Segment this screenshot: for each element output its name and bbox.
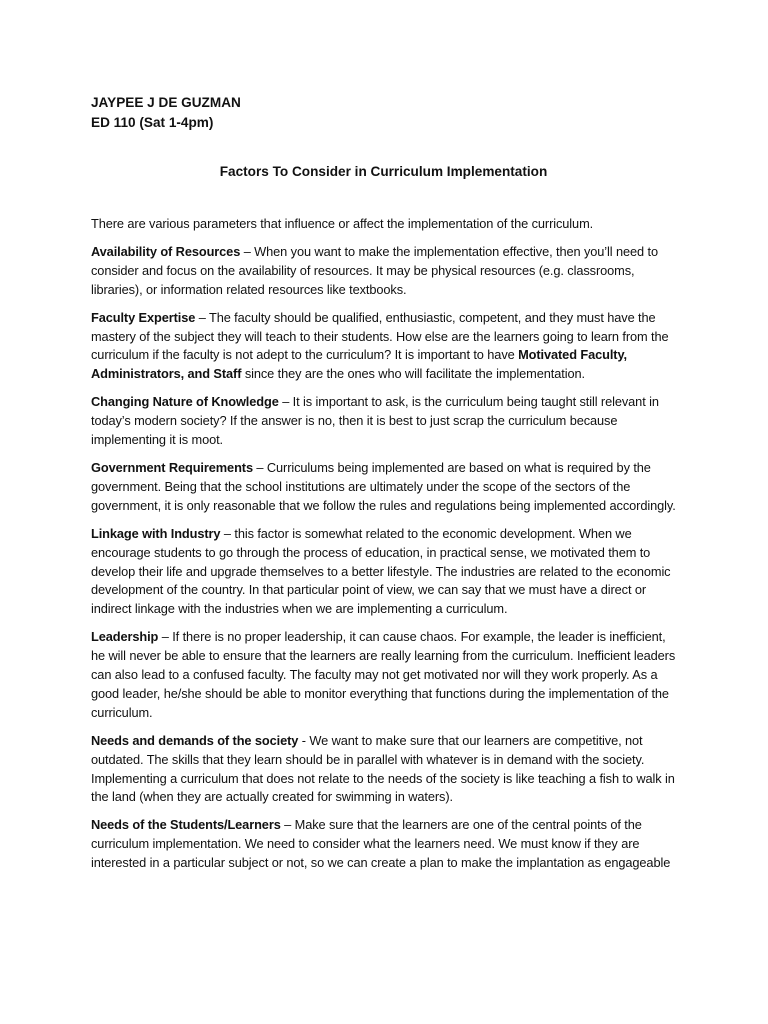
section-linkage-with-industry bbox=[91, 525, 676, 620]
section-changing-nature-of-knowledge bbox=[91, 393, 676, 450]
section-text: – Curriculums being implemented are based on what is required by the government. Being that the school institutions are ultimately under the scope of the sectors of the government, it is only reasonable that we follow the rules and regulations being implemented accordingly. bbox=[91, 459, 676, 513]
section-term: Changing Nature of Knowledge bbox=[91, 394, 279, 410]
section-term: Government Requirements bbox=[91, 459, 253, 475]
section-text: – When you want to make the implementation effective, then you’ll need to consider and focus on the availability of resources. It may be physical resources (e.g. classrooms, libraries), or information related resources like textbooks. bbox=[91, 243, 658, 297]
intro-paragraph: There are various parameters that influence or affect the implementation of the curriculum. bbox=[91, 216, 594, 231]
section-text-secondary: since they are the ones who will facilitate the implementation. bbox=[241, 366, 585, 382]
course-info: ED 110 (Sat 1-4pm) bbox=[91, 115, 214, 130]
section-term: Linkage with Industry bbox=[91, 525, 221, 541]
section-term: Faculty Expertise bbox=[91, 309, 196, 325]
author-block bbox=[91, 93, 676, 133]
document-title: Factors To Consider in Curriculum Implementation bbox=[219, 164, 548, 179]
section-faculty-expertise bbox=[91, 309, 676, 385]
author-name: JAYPEE J DE GUZMAN bbox=[91, 95, 241, 110]
section-text: – The faculty should be qualified, enthusiastic, competent, and they must have the mastery of the subject they will teach to their students. How else are the learners going to learn from the curriculum if the faculty is not adept to the curriculum? It is important to have bbox=[91, 309, 669, 363]
section-needs-of-students bbox=[91, 816, 676, 873]
section-needs-of-society bbox=[91, 732, 676, 808]
section-leadership bbox=[91, 628, 676, 723]
section-availability-of-resources bbox=[91, 243, 676, 300]
section-term: Needs and demands of the society bbox=[91, 732, 299, 748]
section-text: – this factor is somewhat related to the economic development. When we encourage students to go through the process of education, in practical sense, we motivated them to develop their life and upgrade themselves to a better lifestyle. The industries are related to the economic development of the country. In that particular point of view, we can say that we must have a direct or indirect linkage with the industries when we are implementing a curriculum. bbox=[91, 525, 671, 617]
section-term: Needs of the Students/Learners bbox=[91, 817, 281, 833]
section-text: - We want to make sure that our learners are competitive, not outdated. The skills that they learn should be in parallel with whatever is in demand with the society. Implementing a curriculum that does not relate to the needs of the society is like teaching a fish to walk in the land (when they are actually created for swimming in waters). bbox=[91, 732, 675, 805]
section-term: Availability of Resources bbox=[91, 243, 241, 259]
section-text: – It is important to ask, is the curriculum being taught still relevant in today’s modern society? If the answer is no, then it is best to just scrap the curriculum because implementing it is moot. bbox=[91, 394, 659, 448]
section-text: – Make sure that the learners are one of the central points of the curriculum implementation. We need to consider what the learners need. We must know if they are interested in a particular subject or not, so we can create a plan to make the implantation as engageable bbox=[91, 817, 671, 871]
section-term-secondary: Motivated Faculty, Administrators, and Staff bbox=[91, 347, 627, 382]
section-text: – If there is no proper leadership, it can cause chaos. For example, the leader is inefficient, he will never be able to ensure that the learners are really learning from the curriculum. Inefficient leaders can also lead to a confused faculty. The faculty may not get motivated nor will they work properly. As a good leader, he/she should be able to monitor everything that functions during the implementation of the curriculum. bbox=[91, 629, 676, 720]
section-government-requirements bbox=[91, 459, 676, 516]
section-term: Leadership bbox=[91, 629, 159, 645]
